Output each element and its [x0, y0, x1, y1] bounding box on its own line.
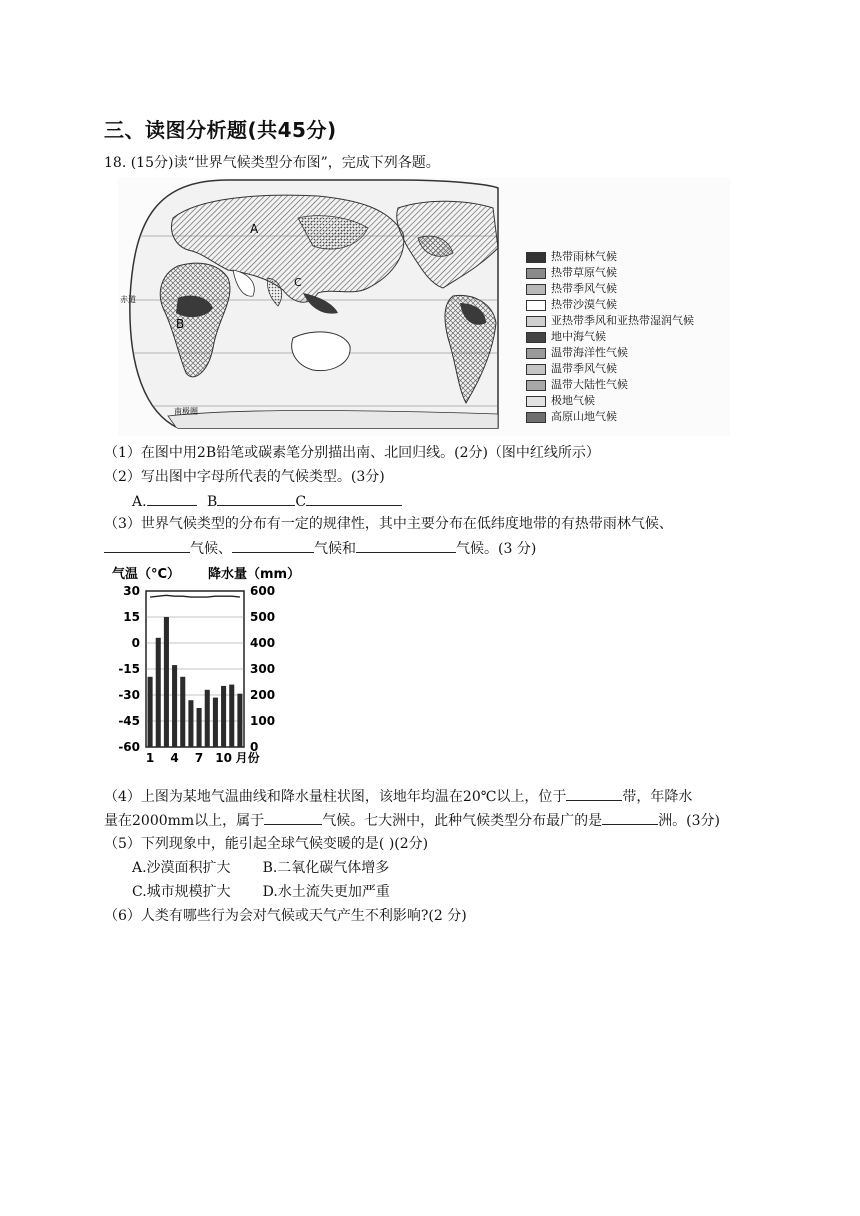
- left-tick-label: -15: [118, 662, 140, 676]
- legend-label: 热带沙漠气候: [551, 298, 617, 311]
- legend-swatch: [526, 316, 546, 327]
- left-tick-label: 15: [123, 610, 140, 624]
- left-tick-label: -60: [118, 740, 140, 754]
- left-tick-label: -30: [118, 688, 140, 702]
- question-18-stem: 18. (15分)读“世界气候类型分布图”，完成下列各题。: [104, 155, 440, 171]
- q4-blank-1[interactable]: [566, 786, 622, 801]
- climate-chart: [108, 562, 308, 782]
- answer-b-blank[interactable]: [217, 491, 295, 506]
- legend-item: [526, 376, 628, 392]
- climate-chart-svg: [108, 562, 308, 782]
- precip-bar: [188, 700, 193, 747]
- x-axis-suffix: 月份: [235, 751, 260, 765]
- q4-blank-2[interactable]: [264, 810, 322, 825]
- legend-label: 热带雨林气候: [551, 250, 617, 263]
- question-6: （6）人类有哪些行为会对气候或天气产生不利影响?(2 分): [104, 908, 467, 924]
- q4-text-1: （4）上图为某地气温曲线和降水量柱状图，该地年均温在20℃以上，位于: [104, 789, 567, 805]
- q4-text-4: 气候。七大洲中，此种气候类型分布最广的是: [322, 813, 603, 829]
- legend-item: [526, 328, 606, 344]
- map-label-c: C: [294, 276, 302, 289]
- legend-label: 极地气候: [551, 394, 595, 407]
- precip-bar: [172, 665, 177, 747]
- legend-item: [526, 248, 617, 264]
- precip-axis-label: 降水量（mm）: [208, 567, 301, 582]
- precip-bar: [229, 685, 234, 747]
- legend-swatch: [526, 332, 546, 343]
- question-5: （5）下列现象中，能引起全球气候变暖的是( )(2分): [104, 836, 429, 852]
- q4-text-5: 洲。(3分): [658, 813, 721, 829]
- legend-label: 热带草原气候: [551, 266, 617, 279]
- q3-blank-2[interactable]: [232, 538, 314, 553]
- legend-item: [526, 296, 617, 312]
- answer-b-label: B: [207, 494, 218, 510]
- legend-item: [526, 280, 617, 296]
- legend-swatch: [526, 284, 546, 295]
- question-4-line-1: [104, 786, 692, 807]
- legend-item: [526, 408, 617, 424]
- legend-label: 地中海气候: [551, 330, 606, 343]
- right-tick-label: 0: [250, 740, 259, 754]
- x-tick-label: 1: [145, 751, 155, 765]
- q4-text-2: 带，年降水: [622, 789, 693, 805]
- left-tick-label: -45: [118, 714, 140, 728]
- question-2: （2）写出图中字母所代表的气候类型。(3分): [104, 469, 385, 485]
- right-tick-label: 400: [250, 636, 276, 650]
- precip-bar: [164, 617, 169, 747]
- map-legend: [526, 248, 730, 428]
- q3-word-2: 气候和: [314, 541, 356, 557]
- right-tick-label: 200: [250, 688, 276, 702]
- section-title: 三、读图分析题(共45分): [104, 118, 337, 142]
- equator-label: 赤道: [120, 295, 136, 304]
- legend-item: [526, 392, 595, 408]
- map-label-a: A: [250, 222, 259, 236]
- answer-a-blank[interactable]: [147, 491, 197, 506]
- question-4-line-2: [104, 810, 720, 831]
- precip-bar: [180, 677, 185, 747]
- map-label-b: B: [176, 317, 185, 331]
- precip-bar: [156, 638, 161, 747]
- question-3-line-1: （3）世界气候类型的分布有一定的规律性，其中主要分布在低纬度地带的有热带雨林气候、: [104, 516, 673, 532]
- answer-c-blank[interactable]: [306, 491, 402, 506]
- precip-bar: [237, 694, 242, 747]
- legend-label: 温带季风气候: [551, 362, 617, 375]
- right-tick-label: 300: [250, 662, 276, 676]
- legend-swatch: [526, 252, 546, 263]
- q3-word-1: 气候、: [190, 541, 232, 557]
- q3-blank-3[interactable]: [356, 538, 456, 553]
- answer-a-label: A.: [132, 494, 147, 510]
- legend-label: 温带大陆性气候: [551, 378, 628, 391]
- legend-label: 亚热带季风和亚热带湿润气候: [551, 314, 694, 327]
- legend-swatch: [526, 300, 546, 311]
- option-b[interactable]: B.二氧化碳气体增多: [262, 860, 390, 876]
- antarctic-circle-label: 南极圈: [174, 407, 198, 416]
- option-a[interactable]: A.沙漠面积扩大: [132, 860, 231, 876]
- x-tick-label: 4: [170, 751, 179, 765]
- q4-blank-3[interactable]: [602, 810, 658, 825]
- q3-blank-1[interactable]: [104, 538, 190, 553]
- right-tick-label: 600: [250, 584, 276, 598]
- legend-swatch: [526, 348, 546, 359]
- x-tick-label: 10: [215, 751, 232, 765]
- legend-label: 温带海洋性气候: [551, 346, 628, 359]
- option-d[interactable]: D.水土流失更加严重: [262, 884, 390, 900]
- legend-label: 高原山地气候: [551, 410, 617, 423]
- temperature-line: [150, 595, 240, 597]
- precip-bar: [197, 708, 202, 747]
- question-5-options-row-2: [132, 882, 390, 902]
- precip-bar: [148, 677, 153, 747]
- legend-swatch: [526, 380, 546, 391]
- legend-swatch: [526, 364, 546, 375]
- left-tick-label: 0: [131, 636, 140, 650]
- legend-item: [526, 312, 694, 328]
- legend-item: [526, 264, 617, 280]
- temp-axis-label: 气温（°C）: [112, 567, 181, 582]
- q4-text-3: 量在2000mm以上，属于: [104, 813, 265, 829]
- world-climate-map: [118, 178, 730, 436]
- option-c[interactable]: C.城市规模扩大: [132, 884, 231, 900]
- x-tick-label: 7: [194, 751, 204, 765]
- legend-swatch: [526, 412, 546, 423]
- q3-word-3: 气候。(3 分): [456, 541, 537, 557]
- legend-label: 热带季风气候: [551, 282, 617, 295]
- question-1: （1）在图中用2B铅笔或碳素笔分别描出南、北回归线。(2分)（图中红线所示）: [104, 445, 600, 461]
- right-tick-label: 500: [250, 610, 276, 624]
- precip-bar: [221, 686, 226, 747]
- legend-swatch: [526, 396, 546, 407]
- right-tick-label: 100: [250, 714, 276, 728]
- question-3-line-2: [104, 538, 536, 559]
- legend-item: [526, 344, 628, 360]
- answer-c-label: C: [295, 494, 307, 510]
- precip-bar: [213, 698, 218, 747]
- legend-swatch: [526, 268, 546, 279]
- precip-bar: [205, 690, 210, 747]
- question-2-answers: [132, 491, 402, 512]
- question-5-options-row-1: [132, 858, 389, 878]
- left-tick-label: 30: [123, 584, 140, 598]
- legend-item: [526, 360, 617, 376]
